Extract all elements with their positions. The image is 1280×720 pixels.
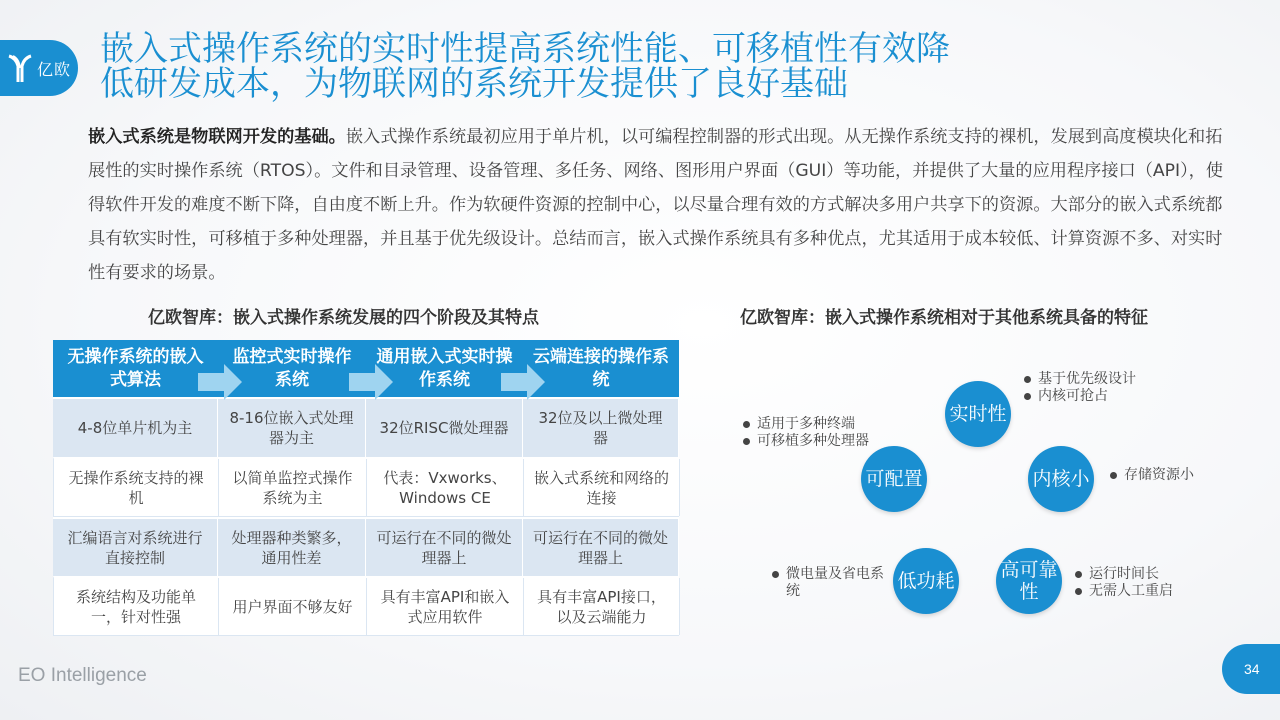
feature-points-reliability bbox=[1073, 566, 1173, 600]
table-cell: 系统结构及功能单一，针对性强 bbox=[54, 578, 219, 635]
table-row bbox=[53, 517, 679, 576]
right-section-title: 亿欧智库：嵌入式操作系统相对于其他系统具备的特征 bbox=[740, 308, 1148, 328]
stage-arrow-icon bbox=[198, 373, 224, 391]
yiou-logo-icon bbox=[6, 52, 34, 84]
stage-arrow-icon bbox=[349, 373, 375, 391]
feature-circle-small-kernel: 内核小 bbox=[1028, 446, 1094, 512]
stage-arrow-head-icon bbox=[224, 364, 242, 400]
list-item: 内核可抢占 bbox=[1022, 388, 1136, 405]
table-row bbox=[53, 397, 679, 457]
table-cell: 具有丰富API和嵌入式应用软件 bbox=[367, 578, 524, 635]
stage-arrow-head-icon bbox=[527, 364, 545, 400]
table-cell: 4-8位单片机为主 bbox=[53, 399, 218, 457]
table-header-cell: 云端连接的操作系统 bbox=[533, 346, 669, 390]
table-row bbox=[53, 576, 679, 636]
intro-paragraph bbox=[88, 120, 1238, 290]
table-cell: 具有丰富API接口，以及云端能力 bbox=[524, 578, 680, 635]
feature-circle-low-power: 低功耗 bbox=[893, 548, 959, 614]
list-item: 无需人工重启 bbox=[1073, 583, 1173, 600]
table-cell: 处理器种类繁多，通用性差 bbox=[218, 519, 366, 576]
footer-brand: EO Intelligence bbox=[18, 665, 147, 686]
feature-circle-reliability: 高可靠性 bbox=[996, 548, 1062, 614]
title-line-2: 低研发成本，为物联网的系统开发提供了良好基础 bbox=[100, 64, 848, 104]
page-title bbox=[100, 29, 960, 104]
feature-circle-configurable: 可配置 bbox=[861, 446, 927, 512]
logo bbox=[0, 40, 78, 96]
feature-points-configurable bbox=[741, 416, 869, 450]
table-cell: 用户界面不够友好 bbox=[219, 578, 367, 635]
table-cell: 32位及以上微处理器 bbox=[523, 399, 679, 457]
table-header-cell: 监控式实时操作系统 bbox=[232, 346, 352, 390]
table-cell: 以简单监控式操作系统为主 bbox=[219, 459, 367, 516]
intro-bold-lead: 嵌入式系统是物联网开发的基础。 bbox=[88, 127, 346, 147]
table-row bbox=[53, 457, 679, 517]
table-header-cell: 无操作系统的嵌入式算法 bbox=[67, 346, 204, 390]
list-item: 微电量及省电系统 bbox=[770, 566, 895, 600]
table-header bbox=[53, 340, 679, 397]
table-cell: 8-16位嵌入式处理器为主 bbox=[218, 399, 366, 457]
stage-arrow-head-icon bbox=[375, 364, 393, 400]
feature-points-low-power bbox=[770, 566, 895, 600]
list-item: 基于优先级设计 bbox=[1022, 371, 1136, 388]
intro-body: 嵌入式操作系统最初应用于单片机，以可编程控制器的形式出现。从无操作系统支持的裸机，发展到高度模块化和拓展性的实时操作系统（RTOS）。文件和目录管理、设备管理、多任务、网络、图形用户界面（GUI）等功能，并提供了大量的应用程序接口（API），使得软件开发的难度不断下降，自由度不断上升。作为软硬件资源的控制中心，以尽量合理有效的方式解决多用户共享下的资源。大部分的嵌入式系统都具有软实时性，可移植于多种处理器，并且基于优先级设计。总结而言，嵌入式操作系统具有多种优点，尤其适用于成本较低、计算资源不多、对实时性有要求的场景。 bbox=[88, 127, 1224, 283]
list-item: 运行时间长 bbox=[1073, 566, 1173, 583]
table-cell: 汇编语言对系统进行直接控制 bbox=[53, 519, 218, 576]
stage-arrow-icon bbox=[501, 373, 527, 391]
table-cell: 可运行在不同的微处理器上 bbox=[366, 519, 523, 576]
logo-text: 亿欧 bbox=[37, 59, 72, 79]
table-cell: 代表：Vxworks、Windows CE bbox=[367, 459, 524, 516]
feature-points-small-kernel bbox=[1108, 467, 1194, 484]
left-section-title: 亿欧智库：嵌入式操作系统发展的四个阶段及其特点 bbox=[148, 308, 539, 328]
page-number: 34 bbox=[1222, 644, 1280, 694]
title-line-1: 嵌入式操作系统的实时性提高系统性能、可移植性有效降 bbox=[100, 29, 950, 69]
table-cell: 无操作系统支持的裸机 bbox=[54, 459, 219, 516]
table-cell: 嵌入式系统和网络的连接 bbox=[524, 459, 680, 516]
feature-circle-realtime: 实时性 bbox=[945, 381, 1011, 447]
list-item: 适用于多种终端 bbox=[741, 416, 869, 433]
table-cell: 32位RISC微处理器 bbox=[366, 399, 523, 457]
table-header-cell: 通用嵌入式实时操作系统 bbox=[376, 346, 513, 390]
table-cell: 可运行在不同的微处理器上 bbox=[523, 519, 679, 576]
list-item: 存储资源小 bbox=[1108, 467, 1194, 484]
list-item: 可移植多种处理器 bbox=[741, 433, 869, 450]
feature-points-realtime bbox=[1022, 371, 1136, 405]
stages-table bbox=[53, 340, 679, 636]
